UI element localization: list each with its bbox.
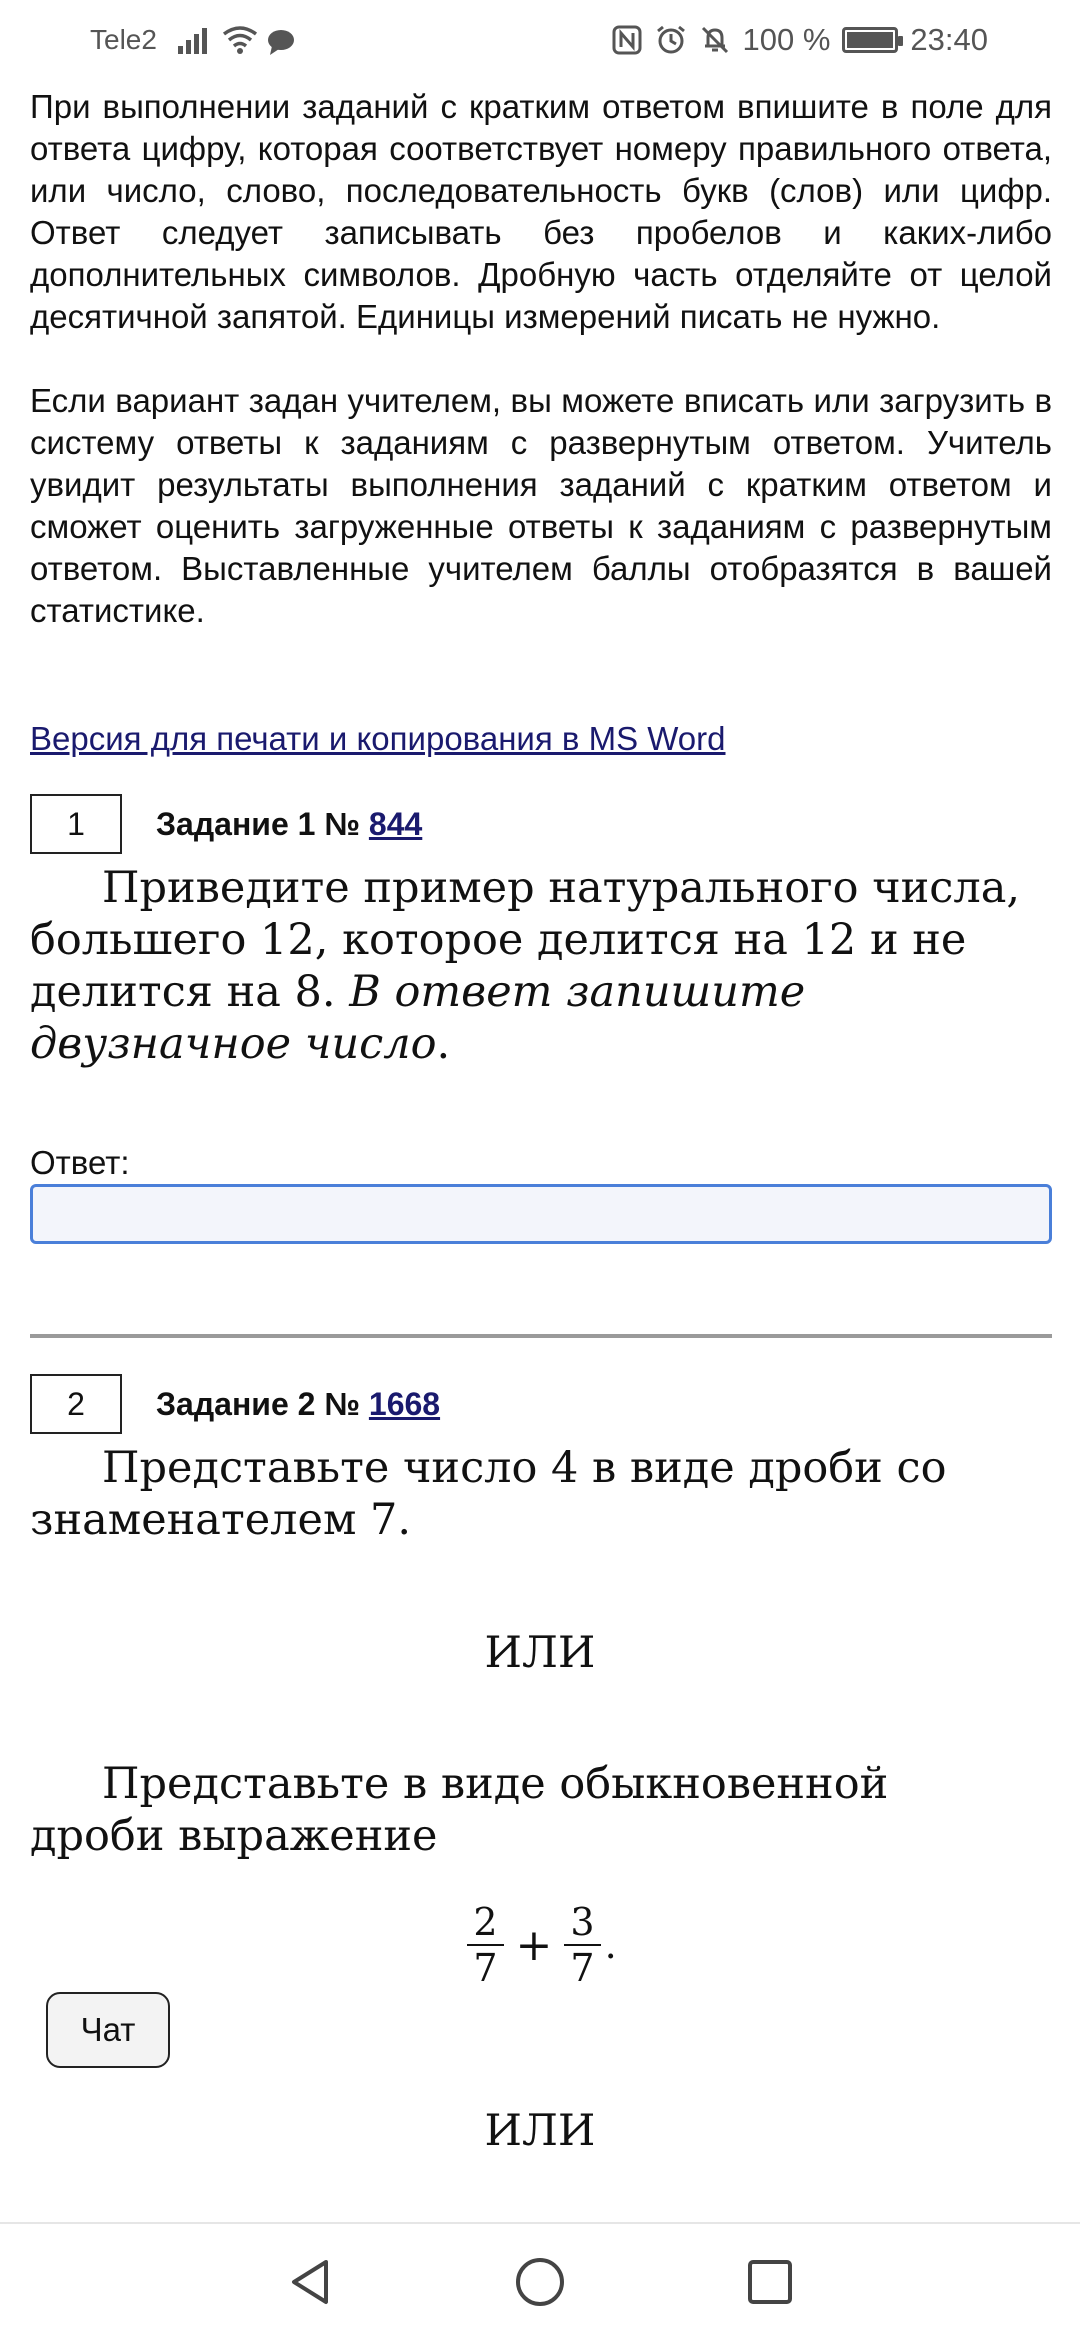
clock: 23:40 (910, 22, 988, 57)
task-2-title-text: Задание 2 № (156, 1386, 360, 1422)
instructions-paragraph-2: Если вариант задан учителем, вы можете вписать или загрузить в систему ответы к заданиям с развернутым ответом. Учитель увидит результаты выполнения заданий с кратким ответом и сможет оценить загруженные ответы к заданиям с развернутым ответом. Выставленные учителем баллы отобразятся в вашей статистике. (30, 382, 1052, 629)
battery-fill (847, 32, 893, 48)
carrier-label: Tele2 (90, 24, 157, 55)
nfc-icon (611, 24, 643, 56)
recents-icon[interactable] (742, 2254, 798, 2310)
task-2-id-link[interactable]: 1668 (368, 1386, 441, 1422)
home-icon[interactable] (512, 2254, 568, 2310)
chat-button[interactable]: Чат (46, 1992, 170, 2068)
task-2-text-1: Представьте число 4 в виде дроби со знаменателем 7. (30, 1443, 947, 1545)
instructions-paragraph-1: При выполнении заданий с кратким ответом впишите в поле для ответа цифру, которая соответствует номеру правильного ответа, или число, слово, последовательность букв (слов) или цифр. Ответ следует записывать без пробелов и каких-либо дополнительных символов. Дробную часть отделяйте от целой десятичной запятой. Единицы измерений писать не нужно. (30, 88, 1052, 335)
task-1-title-text: Задание 1 № (156, 806, 360, 842)
task-1-id-link[interactable]: 844 (368, 806, 423, 842)
battery-percent: 100 % (742, 22, 831, 57)
answer-label: Ответ: (30, 1144, 130, 1181)
task-1-header (30, 794, 1030, 858)
task-2-text-2: Представьте в виде обыкновенной дроби выражение (30, 1759, 889, 1861)
or-separator-2: ИЛИ (484, 2106, 596, 2156)
status-bar (0, 0, 1080, 82)
task-1-number: 1 (30, 794, 122, 854)
message-icon (266, 28, 296, 56)
or-separator-1: ИЛИ (484, 1628, 596, 1678)
battery-icon (842, 27, 898, 53)
wifi-icon (220, 22, 260, 56)
answer-input[interactable] (30, 1184, 1052, 1244)
status-right (611, 20, 988, 60)
system-nav-bar (0, 2222, 1080, 2342)
alarm-icon (655, 24, 687, 56)
fraction-1: $\frac{2}{7}$ (467, 1900, 503, 1990)
back-icon[interactable] (282, 2254, 338, 2310)
fraction-2: $\frac{3}{7}$ (564, 1900, 600, 1990)
task-1-title (156, 806, 422, 843)
plus-operator: + (515, 1919, 553, 1971)
task-1-statement: Приведите пример натурального числа, большего 12, которое делится на 12 и не делится на 8. (30, 863, 1021, 1017)
signal-icon (176, 24, 212, 56)
mute-icon (699, 24, 731, 56)
task-2-header (30, 1374, 1030, 1438)
task-1-instruction: В ответ запишите двузначное число (30, 967, 806, 1069)
ms-word-version-link[interactable]: Версия для печати и копирования в MS Word (30, 720, 726, 757)
task-divider (30, 1334, 1052, 1338)
task-2-title (156, 1386, 440, 1423)
fraction-expression: $\frac{2}{7}$ + $\frac{3}{7}$ . (0, 1900, 1080, 1990)
task-1-text: Приведите пример натурального числа, большего 12, которое делится на 12 и не делится на 8. В ответ запишите двузначное число. (30, 863, 1021, 1069)
instructions (30, 86, 1052, 632)
task-2-number: 2 (30, 1374, 122, 1434)
